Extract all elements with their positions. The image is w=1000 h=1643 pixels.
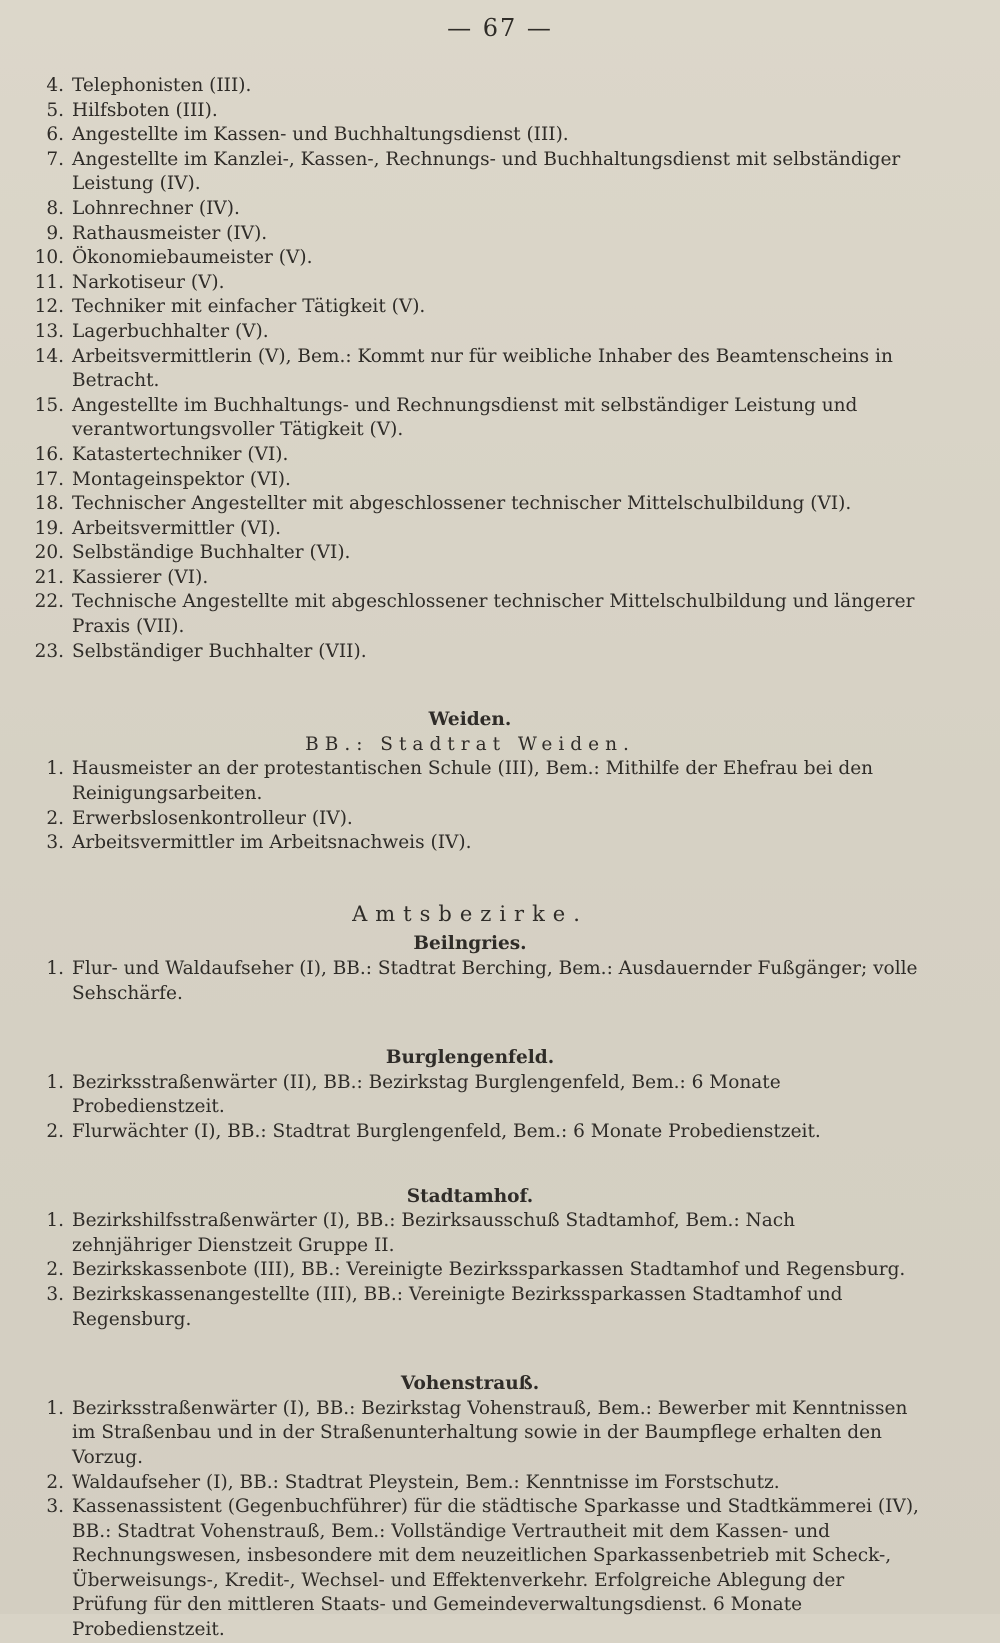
item-number: 3. — [46, 1283, 64, 1305]
item-number: 6. — [46, 124, 64, 146]
item-text: Angestellte im Kassen- und Buchhaltungsdienst (III). — [72, 124, 569, 146]
list-item — [20, 1495, 920, 1643]
list-item — [20, 271, 920, 296]
list-item — [20, 148, 920, 197]
item-number: 1. — [46, 1071, 64, 1093]
item-text: Montageinspektor (VI). — [72, 468, 291, 490]
item-number: 9. — [46, 222, 64, 244]
item-number: 2. — [46, 1259, 64, 1281]
list-item — [20, 757, 920, 806]
list-item — [20, 1258, 920, 1283]
item-text: Technischer Angestellter mit abgeschlossener technischer Mittelschulbildung (VI). — [72, 493, 852, 515]
item-number: 3. — [46, 1496, 64, 1518]
list-item — [20, 566, 920, 591]
item-text: Selbständiger Buchhalter (VII). — [72, 640, 367, 662]
item-number: 1. — [46, 1397, 64, 1419]
item-number: 15. — [34, 394, 64, 416]
list-item — [20, 468, 920, 493]
section-title-vohenstrauss: Vohenstrauß. — [400, 1373, 540, 1395]
item-number: 23. — [34, 640, 64, 662]
item-text: Lagerbuchhalter (V). — [72, 320, 269, 342]
item-text: Angestellte im Buchhaltungs- und Rechnungsdienst mit selbständiger Leistung und verantwortungsvoller Tätigkeit (V). — [72, 394, 858, 441]
section-title-weiden: Weiden. — [428, 709, 512, 731]
item-number: 7. — [46, 148, 64, 170]
item-text: Arbeitsvermittler im Arbeitsnachweis (IV). — [72, 832, 472, 854]
item-text: Hausmeister an der protestantischen Schule (III), Bem.: Mithilfe der Ehefrau bei den Reinigungsarbeiten. — [72, 758, 874, 805]
item-number: 17. — [34, 468, 64, 490]
section-title-stadtamhof: Stadtamhof. — [406, 1185, 534, 1207]
item-number: 1. — [46, 958, 64, 979]
item-number: 1. — [46, 1210, 64, 1232]
list-item — [20, 590, 920, 639]
list-item — [20, 640, 920, 665]
item-text: Rathausmeister (IV). — [72, 222, 268, 244]
item-text: Erwerbslosenkontrolleur (IV). — [72, 807, 353, 829]
item-text: Lohnrechner (IV). — [72, 197, 240, 219]
list-item — [20, 320, 920, 345]
item-text: Technische Angestellte mit abgeschlossener technischer Mittelschulbildung und längerer Praxis (VII). — [72, 591, 915, 638]
item-text: Bezirksstraßenwärter (II), BB.: Bezirkstag Burglengenfeld, Bem.: 6 Monate Probedienstzeit. — [72, 1071, 781, 1118]
item-text: Arbeitsvermittler (VI). — [72, 517, 281, 539]
list-item — [20, 517, 920, 542]
item-text: Selbständige Buchhalter (VI). — [72, 542, 351, 564]
list-item — [20, 541, 920, 566]
list-item — [20, 1120, 920, 1145]
list-item — [20, 1397, 920, 1471]
list-item — [20, 197, 920, 222]
list-item — [20, 443, 920, 468]
item-text: Bezirkshilfsstraßenwärter (I), BB.: Bezirksausschuß Stadtamhof, Bem.: Nach zehnjähriger Dienstzeit Gruppe II. — [72, 1210, 796, 1256]
item-text: Bezirkskassenangestellte (III), BB.: Vereinigte Bezirkssparkassen Stadtamhof und Regensburg. — [72, 1283, 843, 1330]
list-item — [20, 222, 920, 247]
item-text: Flurwächter (I), BB.: Stadtrat Burglengenfeld, Bem.: 6 Monate Probedienstzeit. — [72, 1120, 821, 1142]
item-number: 11. — [34, 271, 64, 293]
item-text: Telephonisten (III). — [72, 75, 252, 96]
page-content — [20, 74, 920, 1643]
section-title-burglengenfeld: Burglengenfeld. — [385, 1047, 555, 1069]
list-item — [20, 295, 920, 320]
list-item — [20, 831, 920, 856]
item-number: 1. — [46, 758, 64, 780]
item-number: 18. — [34, 493, 64, 515]
item-text: Angestellte im Kanzlei-, Kassen-, Rechnungs- und Buchhaltungsdienst mit selbständiger Leistung (IV). — [72, 148, 901, 195]
item-number: 2. — [46, 807, 64, 829]
item-text: Bezirksstraßenwärter (I), BB.: Bezirkstag Vohenstrauß, Bem.: Bewerber mit Kenntnissen im Straßenbau und in der Straßenunterhaltung sowie in der Baumpflege erhalten den Vorzug. — [72, 1397, 908, 1468]
item-number: 20. — [34, 542, 64, 564]
item-text: Bezirkskassenbote (III), BB.: Vereinigte Bezirkssparkassen Stadtamhof und Regensburg. — [72, 1259, 906, 1281]
item-text: Flur- und Waldaufseher (I), BB.: Stadtrat Berching, Bem.: Ausdauernder Fußgänger; volle Sehschärfe. — [72, 958, 918, 1004]
item-number: 22. — [34, 591, 64, 613]
list-item — [20, 99, 920, 124]
list-item — [20, 807, 920, 832]
item-number: 21. — [34, 566, 64, 588]
item-text: Arbeitsvermittlerin (V), Bem.: Kommt nur für weibliche Inhaber des Beamtenscheins in Betracht. — [72, 345, 893, 392]
item-number: 14. — [34, 345, 64, 367]
item-text: Ökonomiebaumeister (V). — [72, 247, 313, 269]
list-item — [20, 1471, 920, 1496]
item-text: Hilfsboten (III). — [72, 99, 218, 121]
page-number: — 67 — — [447, 14, 553, 42]
item-number: 10. — [34, 247, 64, 269]
item-number: 5. — [46, 99, 64, 121]
list-item — [20, 394, 920, 443]
item-number: 19. — [34, 517, 64, 539]
list-item — [20, 1283, 920, 1332]
item-number: 16. — [34, 443, 64, 465]
item-number: 12. — [34, 296, 64, 318]
item-number: 2. — [46, 1471, 64, 1493]
item-text: Kassierer (VI). — [72, 566, 209, 588]
list-item — [20, 1209, 920, 1258]
item-text: Katastertechniker (VI). — [72, 443, 289, 465]
list-item — [20, 123, 920, 148]
item-text: Kassenassistent (Gegenbuchführer) für die städtische Sparkasse und Stadtkämmerei (IV), BB.: Stadtrat Vohenstrauß, Bem.: Vollständige Vertrautheit mit dem Kassen- und Rechnungswesen, insbesondere mit dem neuzeitlichen Sparkassenbetrieb mit Scheck-, Überweisungs-, Kredit-, Wechsel- und Effektenverkehr. Erfolgreiche Ablegung der Prüfung für den mittleren Staats- und Gemeindeverwaltungsdienst. 6 Monate Probedienstzeit. — [72, 1496, 919, 1641]
item-number: 3. — [46, 832, 64, 854]
section-title-amtsbezirke: Amtsbezirke. — [352, 901, 588, 926]
list-item — [20, 957, 920, 1006]
list-item — [20, 492, 920, 517]
list-item — [20, 74, 920, 99]
item-number: 4. — [46, 75, 64, 96]
item-number: 8. — [46, 197, 64, 219]
list-item — [20, 246, 920, 271]
item-text: Techniker mit einfacher Tätigkeit (V). — [72, 296, 426, 318]
item-text: Narkotiseur (V). — [72, 271, 225, 293]
section-title-beilngries: Beilngries. — [413, 933, 527, 955]
item-number: 2. — [46, 1120, 64, 1142]
section-bb-weiden: BB.: Stadtrat Weiden. — [305, 733, 635, 755]
item-number: 13. — [34, 320, 64, 342]
item-text: Waldaufseher (I), BB.: Stadtrat Pleystein, Bem.: Kenntnisse im Forstschutz. — [72, 1471, 780, 1493]
list-item — [20, 345, 920, 394]
list-item — [20, 1071, 920, 1120]
list-top — [20, 74, 920, 664]
